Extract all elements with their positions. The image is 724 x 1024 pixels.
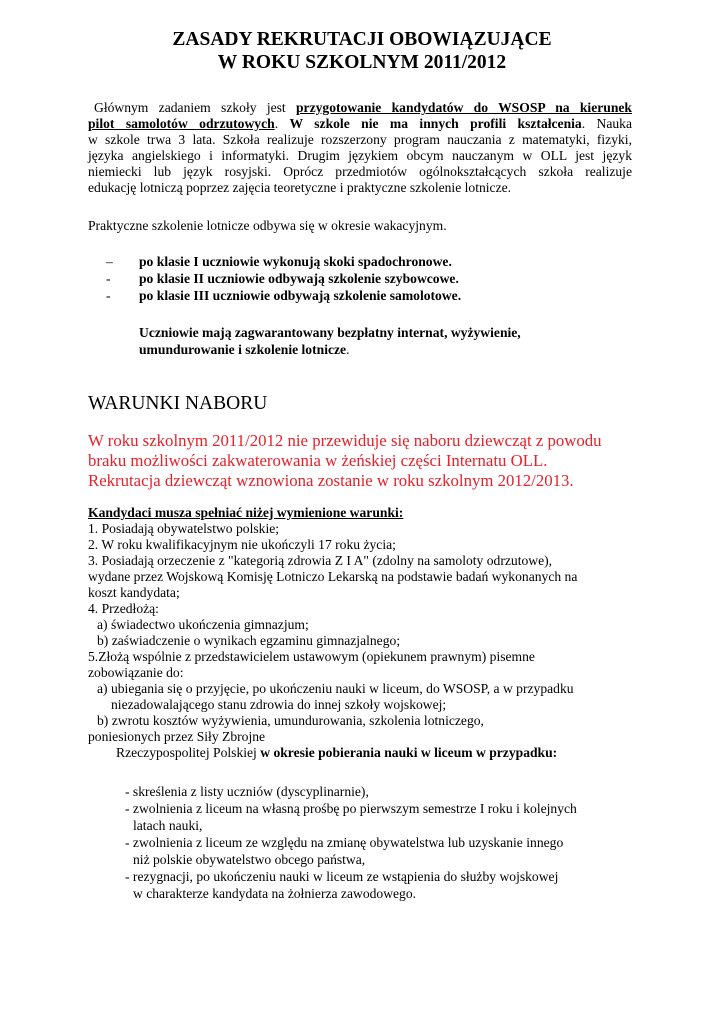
- condition-4b: b) zaświadczenie o wynikach egzaminu gimnazjalnego;: [97, 633, 401, 648]
- condition-5b-line-2: poniesionych przez Siły Zbrojne: [88, 729, 266, 744]
- condition-4a: a) świadectwo ukończenia gimnazjum;: [97, 617, 309, 632]
- section-heading: WARUNKI NABORU: [88, 393, 268, 414]
- notice-line-3: Rekrutacja dziewcząt wznowiona zostanie w roku szkolnym 2012/2013.: [88, 471, 574, 490]
- condition-5a-line-1: a) ubiegania się o przyjęcie, po ukończeniu nauki w liceum, do WSOSP, a w przypadku: [97, 681, 574, 696]
- condition-5b-line-1: b) zwrotu kosztów wyżywienia, umundurowania, szkolenia lotniczego,: [97, 713, 484, 728]
- condition-3-line-3: koszt kandydata;: [88, 585, 180, 600]
- case-2-line-1: - zwolnienia z liceum na własną prośbę po pierwszym semestrze I roku i kolejnych: [125, 801, 577, 816]
- intro-line-1: [94, 100, 632, 116]
- bullet-dash: -: [106, 288, 111, 303]
- case-3-line-2: niż polskie obywatelstwo obcego państwa,: [133, 852, 366, 867]
- intro-text: .: [274, 116, 290, 131]
- notice-line-2: braku możliwości zakwaterowania w żeńskiej części Internatu OLL.: [88, 451, 548, 470]
- bullet-dash: -: [106, 271, 111, 286]
- condition-1: 1. Posiadają obywatelstwo polskie;: [88, 521, 280, 536]
- bullet-item: po klasie II uczniowie odbywają szkolenie szybowcowe.: [139, 271, 459, 286]
- requirements-heading: Kandydaci musza spełniać niżej wymienione warunki:: [88, 505, 404, 520]
- bullet-dash: –: [106, 254, 113, 269]
- condition-4: 4. Przedłożą:: [88, 601, 159, 616]
- intro-line-3: w szkole trwa 3 lata. Szkoła realizuje rozszerzony program nauczania z matematyki, fizyki,: [88, 132, 632, 147]
- guarantee-bold: umundurowanie i szkolenie lotnicze: [139, 342, 347, 357]
- condition-text: Rzeczypospolitej Polskiej: [116, 745, 261, 760]
- intro-emphasis: przygotowanie kandydatów do WSOSP na kierunek: [296, 100, 632, 115]
- case-3-line-1: - zwolnienia z liceum ze względu na zmianę obywatelstwa lub uzyskanie innego: [125, 835, 564, 850]
- intro-bold: W szkole nie ma innych profili kształcenia: [289, 116, 582, 131]
- guarantee-line-2: [139, 342, 349, 358]
- condition-3-line-2: wydane przez Wojskową Komisję Lotniczo Lekarską na podstawie badań wykonanych na: [88, 569, 578, 584]
- condition-5b-line-3: [116, 745, 557, 761]
- bullet-item: po klasie III uczniowie odbywają szkolenie samolotowe.: [139, 288, 462, 303]
- condition-5-line-1: 5.Złożą wspólnie z przedstawicielem ustawowym (opiekunem prawnym) pisemne: [88, 649, 535, 664]
- condition-3-line-1: 3. Posiadają orzeczenie z "kategorią zdrowia Z I A" (zdolny na samoloty odrzutowe),: [88, 553, 553, 568]
- page-title: ZASADY REKRUTACJI OBOWIĄZUJĄCE: [172, 29, 552, 50]
- page-subtitle: W ROKU SZKOLNYM 2011/2012: [217, 52, 507, 73]
- intro-emphasis: pilot samolotów odrzutowych: [88, 116, 275, 131]
- intro-line-2: [88, 116, 632, 132]
- case-4-line-1: - rezygnacji, po ukończeniu nauki w liceum ze wstąpienia do służby wojskowej: [125, 869, 559, 884]
- intro-line-5: niemiecki lub język rosyjski. Oprócz przedmiotów ogólnokształcących szkoła realizuje: [88, 164, 632, 179]
- intro-line-6: edukację lotniczą poprzez zajęcia teoretyczne i praktyczne szkolenie lotnicze.: [88, 180, 512, 195]
- bullet-item: po klasie I uczniowie wykonują skoki spadochronowe.: [139, 254, 452, 269]
- case-1: - skreślenia z listy uczniów (dyscyplinarnie),: [125, 784, 369, 799]
- guarantee-period: .: [346, 342, 350, 357]
- condition-5a-line-2: niezadowalającego stanu zdrowia do innej szkoły wojskowej;: [111, 697, 447, 712]
- guarantee-line-1: Uczniowie mają zagwarantowany bezpłatny internat, wyżywienie,: [139, 325, 521, 340]
- condition-bold: w okresie pobierania nauki w liceum w przypadku:: [260, 745, 558, 760]
- intro-line-4: języka angielskiego i informatyki. Drugim językiem obcym nauczanym w OLL jest język: [88, 148, 632, 163]
- training-note: Praktyczne szkolenie lotnicze odbywa się w okresie wakacyjnym.: [88, 218, 447, 233]
- condition-2: 2. W roku kwalifikacyjnym nie ukończyli 17 roku życia;: [88, 537, 396, 552]
- intro-text: Głównym zadaniem szkoły jest: [94, 100, 296, 115]
- condition-5-line-2: zobowiązanie do:: [88, 665, 184, 680]
- case-2-line-2: latach nauki,: [133, 818, 203, 833]
- case-4-line-2: w charakterze kandydata na żołnierza zawodowego.: [133, 886, 417, 901]
- intro-text: . Nauka: [581, 116, 632, 131]
- notice-line-1: W roku szkolnym 2011/2012 nie przewiduje się naboru dziewcząt z powodu: [88, 431, 602, 450]
